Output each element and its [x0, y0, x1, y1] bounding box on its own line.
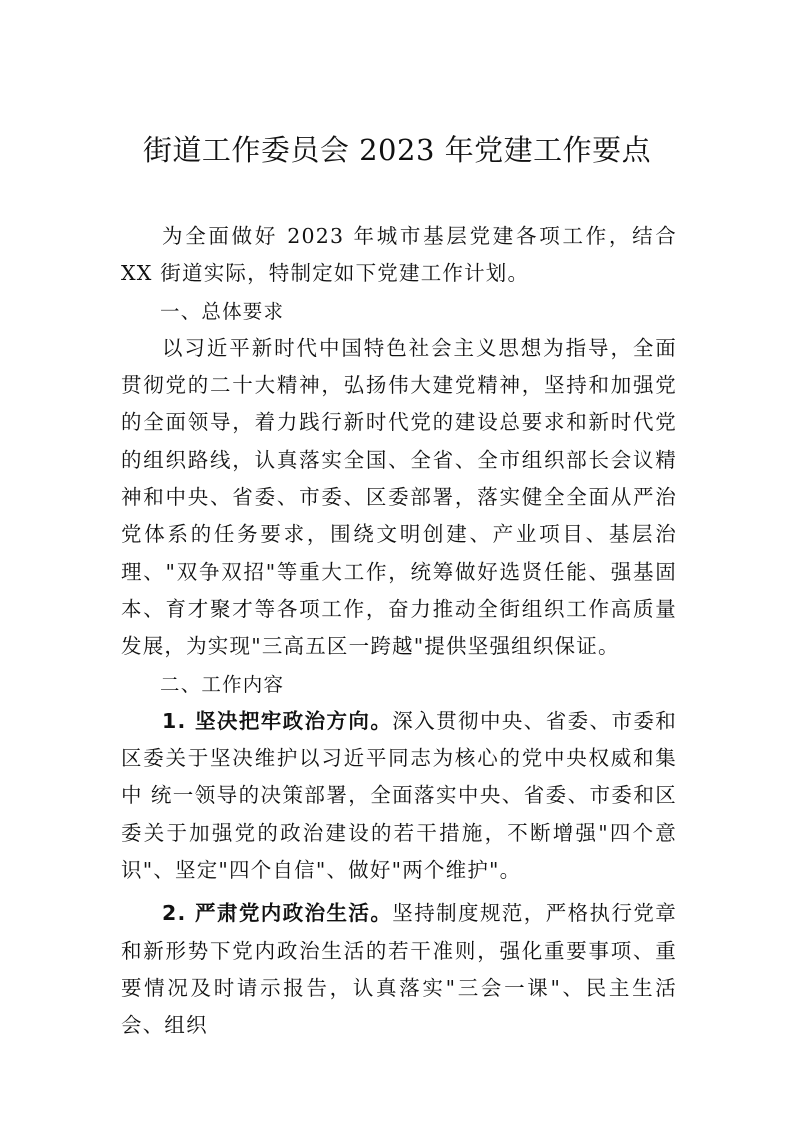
section-heading-work-content: 二、工作内容 [160, 672, 285, 696]
work-item-2-lead: 2. 严肃党内政治生活。 [162, 901, 393, 926]
work-item-1 [121, 703, 677, 889]
document-title: 街道工作委员会 2023 年党建工作要点 [142, 133, 652, 167]
work-item-2-body: 坚持制度规范，严格执行党章和新形势下党内政治生活的若干准则，强化重要事项、重要情况及时请示报告，认真落实"三会一课"、民主生活会、组织 [121, 901, 677, 1038]
document-body [121, 218, 677, 1045]
intro-paragraph: 为全面做好 2023 年城市基层党建各项工作，结合 XX 街道实际，特制定如下党建工作计划。 [121, 224, 677, 286]
work-item-1-body: 深入贯彻中央、省委、市委和区委关于坚决维护以习近平同志为核心的党中央权威和集中 统一领导的决策部署，全面落实中央、省委、市委和区委关于加强党的政治建设的若干措施，不断增强"四个意识"、坚定"四个自信"、做好"两个维护"。 [121, 708, 677, 883]
section-heading-general-requirements: 一、总体要求 [160, 299, 285, 323]
work-item-2 [121, 895, 677, 1044]
work-item-1-lead: 1. 坚决把牢政治方向。 [162, 708, 393, 733]
general-requirements-paragraph: 以习近平新时代中国特色社会主义思想为指导，全面贯彻党的二十大精神，弘扬伟大建党精神，坚持和加强党的全面领导，着力践行新时代党的建设总要求和新时代党的组织路线，认真落实全国、全省、全市组织部长会议精神和中央、省委、市委、区委部署，落实健全全面从严治党体系的任务要求，围绕文明创建、产业项目、基层治理、"双争双招"等重大工作，统筹做好选贤任能、强基固本、育才聚才等各项工作，奋力推动全街组织工作高质量发展，为实现"三高五区一跨越"提供坚强组织保证。 [121, 335, 677, 659]
